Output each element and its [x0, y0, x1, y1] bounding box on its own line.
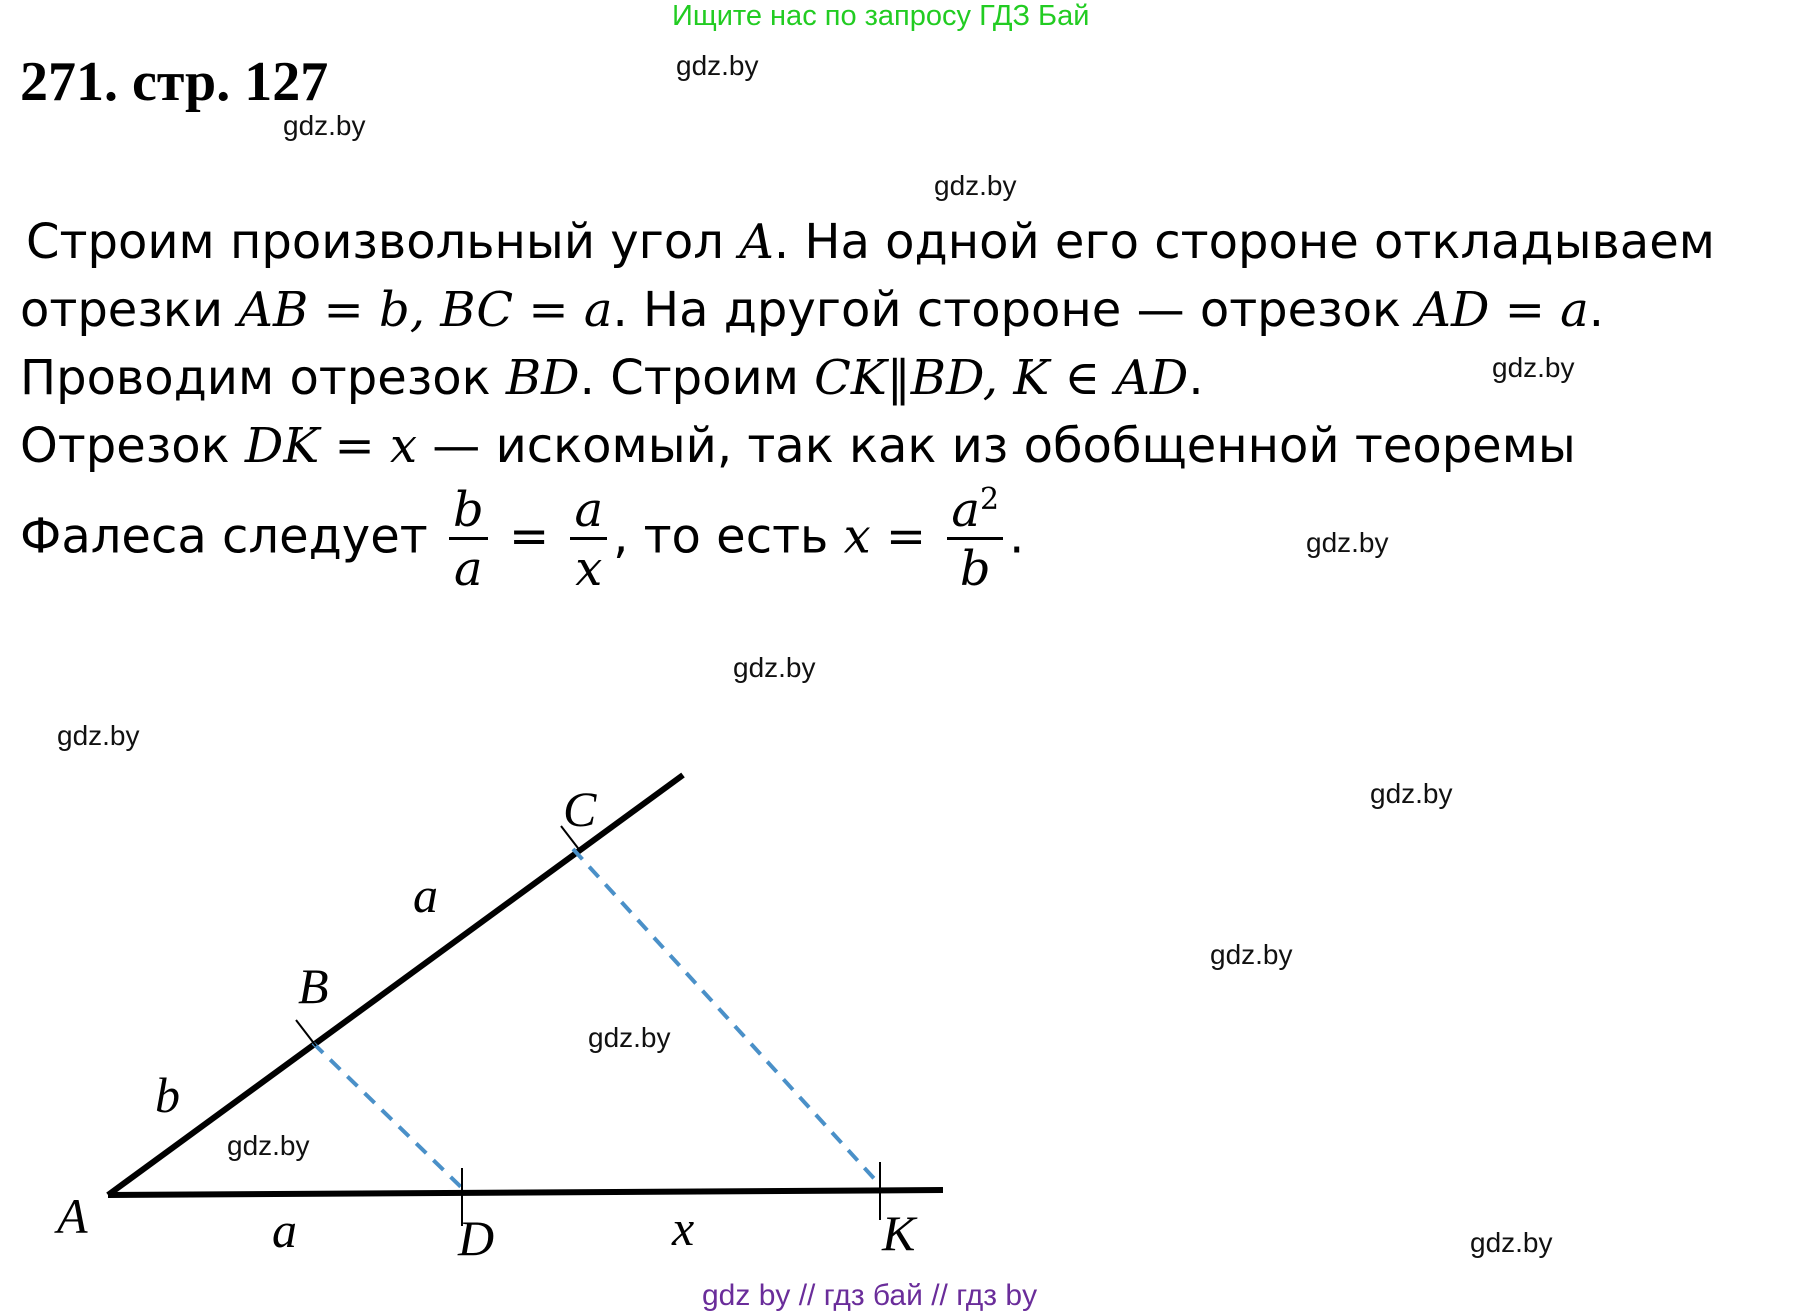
math: DK = x	[244, 418, 418, 474]
text: , то есть	[613, 508, 844, 565]
tick-b	[296, 1020, 316, 1046]
segment-label-bc: a	[413, 867, 438, 923]
point-label-c: C	[563, 781, 597, 837]
text: .	[1009, 508, 1025, 565]
equals-sign: =	[508, 508, 550, 565]
text: — искомый, так как из обобщенной теоремы	[417, 418, 1576, 474]
watermark: gdz.by	[57, 720, 140, 751]
text: Отрезок	[20, 418, 245, 474]
ray-ak	[108, 1190, 943, 1195]
text: . На одной его стороне откладываем	[773, 214, 1715, 270]
denominator: a	[454, 540, 483, 597]
text: . Строим	[579, 350, 815, 406]
watermark: gdz.by	[733, 652, 816, 683]
text: .	[1588, 282, 1605, 338]
watermark: gdz.by	[1492, 352, 1575, 383]
math: BD	[505, 350, 580, 406]
point-label-k: K	[882, 1205, 916, 1261]
numerator: b	[449, 485, 488, 540]
denominator: b	[959, 541, 991, 598]
numerator: a	[570, 485, 607, 540]
math: AB = b, BC = a	[238, 282, 613, 338]
text: отрезки	[20, 282, 239, 338]
segment-label-ad: a	[272, 1202, 297, 1258]
exercise-heading: 271. стр. 127	[20, 51, 329, 113]
point-label-b: B	[298, 958, 329, 1014]
text: Фалеса следует	[20, 508, 443, 565]
math: CK‖BD, K ∈ AD	[814, 350, 1189, 406]
watermark: gdz.by	[588, 1022, 671, 1053]
search-banner: Ищите нас по запросу ГДЗ Бай	[672, 0, 1090, 32]
exponent: 2	[980, 482, 1000, 517]
watermark: gdz.by	[1470, 1227, 1553, 1258]
segment-label-dk: x	[672, 1200, 695, 1256]
text: . На другой стороне — отрезок	[612, 282, 1417, 338]
denominator: x	[575, 540, 603, 597]
math: AD = a	[1416, 282, 1589, 338]
watermark: gdz.by	[1370, 778, 1453, 809]
point-label-d: D	[458, 1210, 495, 1266]
ray-ac	[108, 775, 683, 1195]
text: Строим произвольный угол	[26, 214, 740, 270]
segment-ck	[573, 849, 880, 1185]
footer-links: gdz by // гдз бай // гдз by	[702, 1279, 1038, 1312]
text: .	[1188, 350, 1204, 406]
text: Проводим отрезок	[20, 350, 506, 406]
watermark: gdz.by	[934, 170, 1017, 201]
segment-label-ab: b	[155, 1067, 180, 1123]
watermark: gdz.by	[283, 110, 366, 141]
base: a	[951, 482, 981, 538]
point-label-a: A	[57, 1188, 88, 1244]
watermark: gdz.by	[676, 50, 759, 81]
math: A	[739, 214, 774, 270]
segment-bd	[313, 1043, 462, 1188]
math: x =	[843, 508, 927, 565]
watermark: gdz.by	[1306, 527, 1389, 558]
watermark: gdz.by	[1210, 939, 1293, 970]
watermark: gdz.by	[227, 1130, 310, 1161]
